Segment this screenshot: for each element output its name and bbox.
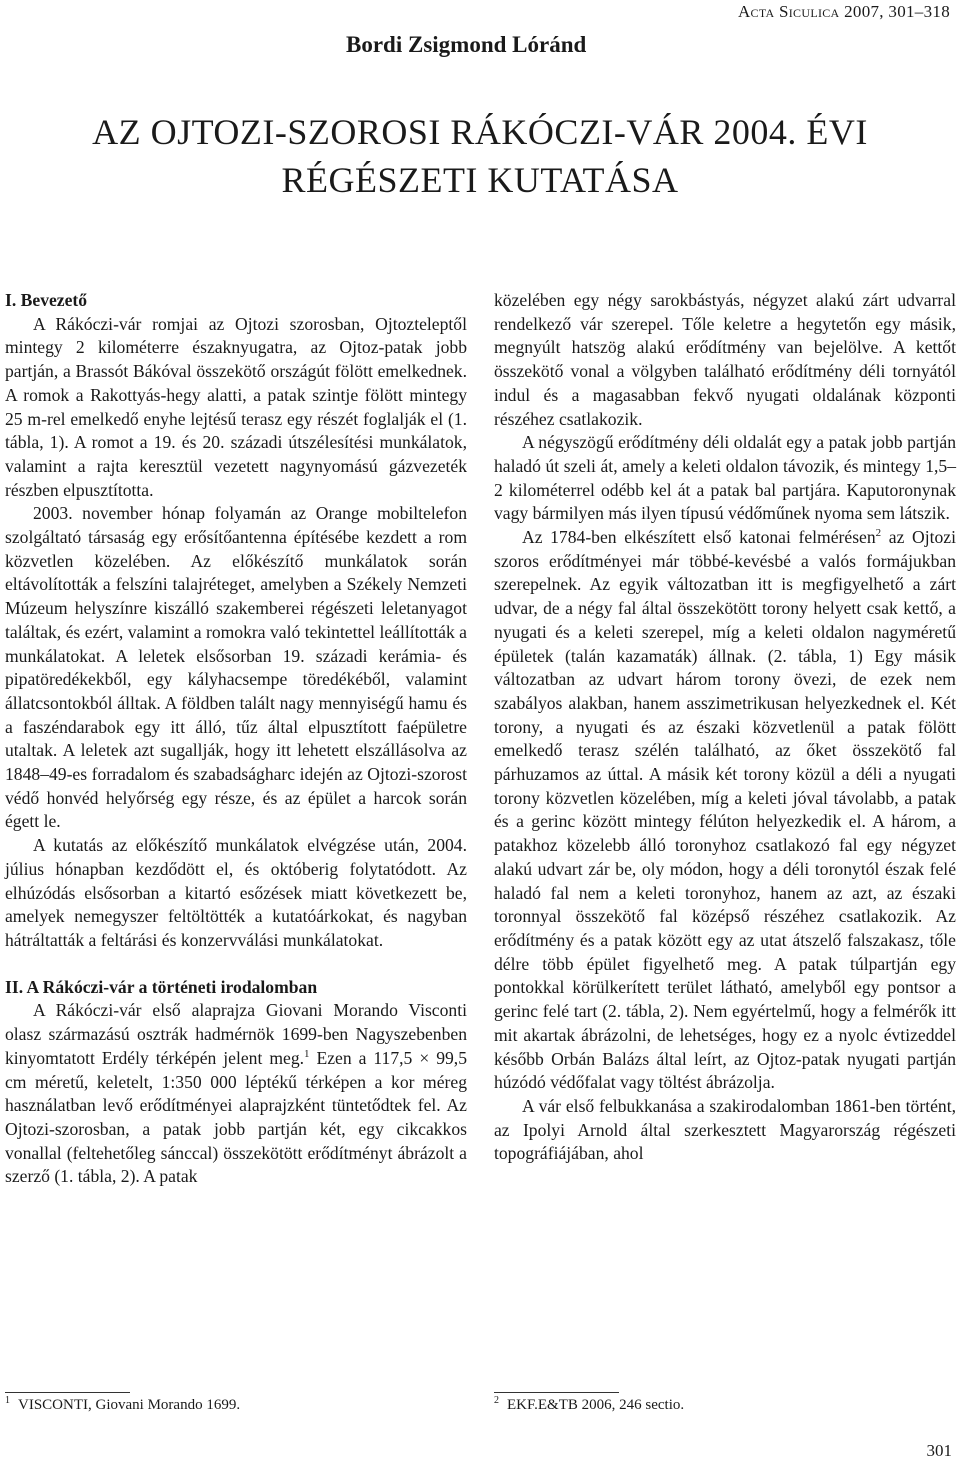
journal-name: Acta Siculica	[737, 2, 840, 21]
paragraph: közelében egy négy sarokbástyás, négyzet alakú zárt udvarral rendelkező vár szerepel. Tőle keletre a hegytetőn egy másik, megnyúlt hatszög alakú erődítmény van bejelölve. A kettőt összekötő vonal a völgyben található erődítmény déli tornyától indul és a magasabban fekvő nyugati oldalának központi részéhez csatlakozik.	[494, 290, 956, 429]
page-number: 301	[926, 1441, 952, 1460]
paragraph: 2003. november hónap folyamán az Orange mobiltelefon szolgáltató társaság egy erősítőantenna építésébe kezdett a rom közvetlen közelében. Az előkészítő munkálatok során eltávolították a felszíni talajréteget, amelyben a Székely Nemzeti Múzeum helyszínre kiszálló szakemberei régészeti leletanyagot találtak, és ezért, valamint a romokra való tekintettel leállították a munkálatokat. A leletek elsősorban 19. századi kerámia- és pipatöredékekből, egy kályhacsempe töredékéből, valamint állatcsontokból álltak. A földben talált nagy mennyiségű hamu és a faszéndarabok egy itt álló, tűz által elpusztított faépületre utaltak. A leletek azt sugallják, hogy itt lehetett elszállásolva az 1848–49-es forradalom és szabadságharc idején az Ojtozi-szorost védő honvéd helyőrség egy része, és az épület a harcok során égett le.	[5, 503, 467, 832]
paragraph-text: az Ojtozi szoros erődítményei már többé-kevésbé a valós formájukban szerepelnek. Az egyik változatban itt is megfigyelhető a zárt udvar, de a négy fal által összekötött torony helyett csak kettő, a nyugati és a keleti szerepel, míg a keleti oldalon nagyméretű épületek (talán kazamaták) állnak. (2. tábla, 1) Egy másik változatban az udvart három torony övezi, de ezek nem szabályos alakban, hanem asszimetrikusan helyezkednek el. Két torony, a nyugati és az északi közvetlenül a patak fölött emelkedő terasz szélén található, az őket összekötő fal párhuzamos az úttal. A másik két torony közül a déli a nyugati torony közvetlen közelében, míg a keleti jóval távolabb, a patak és a gerinc között mintegy félúton helyezkedik el. A három, a patakhoz közelebb álló toronyhoz csatlakozó fal egy négyzet alakú udvart zár be, oly módon, hogy a déli toronytól észak felé haladó fal nem a keleti toronyhoz, hanem az azt, az északi toronnyal összekötő fal középső részéhez csatlakozik. Az erődítmény és a patak között egy az utat átszelő falszakasz, tőle délre több épület figyelhető meg. A patak túlpartján egy pontokkal körülkerített terület látható, amelyből egy pontsor a gerinc felé tart (2. tábla, 2). Nem egyértelmű, hogy a felmérők itt mit akartak ábrázolni, de lehetséges, hogy ez a nyolc évtizeddel később Orbán Balázs által leírt, az Ojtoz-patak nyugati partján húzódó védőfalat vagy töltést ábrázolja.	[494, 527, 956, 1093]
paragraph: A Rákóczi-vár romjai az Ojtozi szorosban, Ojtozteleptől mintegy 2 kilométerre északnyugatra, az Ojtoz-patak jobb partján, a Brassót Bákóval összekötő országút fölött emelkednek. A romok a Rakottyás-hegy alatti, a patak szintje fölött mintegy 25 m-rel emelkedő enyhe lejtésű terasz egy részét foglalják el (1. tábla, 1). A romot a 19. és 20. századi útszélesítési munkálatok, valamint a rajta keresztül vezetett nagynyomású gázvezeték részben elpusztította.	[5, 313, 467, 500]
paragraph: A kutatás az előkészítő munkálatok elvégzése után, 2004. július hónapban kezdődött el, és októberig folytatódott. Az elhúzódás elsősorban a kitartó esőzések miatt következett be, amelyek nemegyszer feltöltötték a kutatóárkokat, és nagyban hátráltatták a feltárási és konzervválási munkálatokat.	[5, 835, 467, 950]
footnote-ref-2[interactable]: 2	[875, 527, 882, 540]
paragraph	[5, 999, 467, 1189]
footnote-1	[5, 1397, 240, 1414]
footnote-number: 1	[5, 1395, 10, 1406]
footnote-text: VISCONTI, Giovani Morando 1699.	[18, 1397, 241, 1413]
section-heading-2: II. A Rákóczi-vár a történeti irodalomban	[5, 976, 318, 997]
footnote-divider	[494, 1392, 619, 1393]
footnote-divider	[5, 1392, 130, 1393]
paragraph: A vár első felbukkanása a szakirodalomban 1861-ben történt, az Ipolyi Arnold által szerkesztett Magyarország régészeti topográfiájában, ahol	[494, 1095, 956, 1164]
article-title	[60, 108, 900, 204]
journal-info: 2007, 301–318	[844, 2, 950, 21]
journal-header	[738, 2, 950, 22]
title-line-1: AZ OJTOZI-SZOROSI RÁKÓCZI-VÁR 2004. ÉVI	[92, 112, 868, 152]
author-name: Bordi Zsigmond Lóránd	[346, 32, 587, 57]
footnote-text: EKF.E&TB 2006, 246 sectio.	[507, 1397, 685, 1413]
section-heading-1: I. Bevezető	[5, 290, 88, 310]
paragraph	[494, 526, 956, 1095]
left-column	[5, 289, 467, 1189]
footnote-ref-1[interactable]: 1	[304, 1047, 310, 1060]
paragraph-text: A Rákóczi-vár első alaprajza Giovani Morando Visconti olasz származású osztrák hadmérnök 1699-ben Nagyszebenben kinyomtatott Erdély térképén jelent meg.	[5, 1000, 467, 1068]
title-line-2: RÉGÉSZETI KUTATÁSA	[281, 160, 679, 200]
right-column	[494, 289, 956, 1166]
paragraph-text: Az 1784-ben elkészített első katonai felmérésen	[522, 527, 876, 548]
paragraph: A négyszögű erődítmény déli oldalát egy a patak jobb partján haladó út szeli át, amely a keleti oldalon távozik, és mintegy 1,5–2 kilométerrel odébb kel át a patak bal partjára. Kaputoronynak vagy bármilyen más ilyen típusú védőműnek nyoma sem látszik.	[494, 432, 956, 524]
footnote-number: 2	[494, 1395, 499, 1406]
footnote-2	[494, 1397, 684, 1414]
paragraph-text: Ezen a 117,5 × 99,5 cm méretű, keletelt, 1:350 000 léptékű térképen a kor méreg használatban levő erődítményei alaprajzként tüntetődtek fel. Az Ojtozi-szorosban, a patak jobb partján két, egy cikcakkos vonallal (feltehetőleg sánccal) összekötött erődítményt ábrázolt a szerző (1. tábla, 2). A patak	[5, 1047, 467, 1187]
